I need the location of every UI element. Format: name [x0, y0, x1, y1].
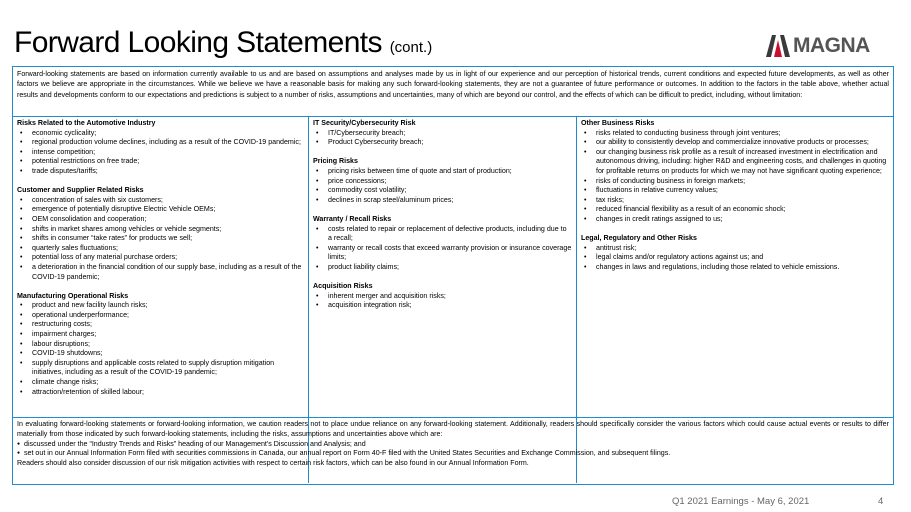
- magna-mark-icon: [766, 35, 790, 57]
- section-heading: Legal, Regulatory and Other Risks: [581, 234, 697, 243]
- list-item: • COVID-19 shutdowns;: [17, 349, 304, 359]
- list-item: ● discussed under the “Industry Trends and Risks” heading of our Management's Discussion and Analysis; and: [17, 440, 889, 450]
- page-number: 4: [878, 496, 884, 507]
- list-item: ● set out in our Annual Information Form filed with securities commissions in Canada, our annual report on Form 40-F filed with the United States Securities and Exchange Commission, and subsequent filings.: [17, 449, 889, 459]
- section-heading: Pricing Risks: [313, 157, 358, 166]
- section-heading: IT Security/Cybersecurity Risk: [313, 119, 416, 127]
- list-item: • shifts in market shares among vehicles or vehicle segments;: [17, 225, 304, 235]
- list-item: • concentration of sales with six customers;: [17, 196, 304, 206]
- list-item: • warranty or recall costs that exceed warranty provision or insurance coverage limits;: [313, 244, 572, 263]
- page-title: [14, 26, 432, 65]
- title-main: Forward Looking Statements: [14, 26, 382, 59]
- list-item: • acquisition integration risk;: [313, 301, 572, 311]
- list-item: • potential restrictions on free trade;: [17, 157, 304, 167]
- list-item: • product liability claims;: [313, 263, 572, 273]
- section-heading: Warranty / Recall Risks: [313, 214, 392, 223]
- section-heading: Customer and Supplier Related Risks: [17, 186, 144, 195]
- risk-section: [581, 234, 889, 272]
- list-item: • intense competition;: [17, 148, 304, 158]
- list-item: • Product Cybersecurity breach;: [313, 138, 572, 148]
- list-item: • climate change risks;: [17, 378, 304, 388]
- list-item: • price concessions;: [313, 177, 572, 187]
- section-heading: Manufacturing Operational Risks: [17, 291, 129, 300]
- list-item: • impairment charges;: [17, 330, 304, 340]
- section-heading: Acquisition Risks: [313, 282, 373, 291]
- list-item: • commodity cost volatility;: [313, 186, 572, 196]
- list-item: • changes in credit ratings assigned to us;: [581, 215, 889, 225]
- list-item: • trade disputes/tariffs;: [17, 167, 304, 177]
- list-item: • inherent merger and acquisition risks;: [313, 292, 572, 302]
- list-item: • our changing business risk profile as a result of increased investment in electrification and autonomous driving, including: higher R&D and engineering costs, and challenges in quoting for profitable returns on products for which we may not have significant quoting experience;: [581, 148, 889, 177]
- risk-section: [17, 186, 304, 282]
- risk-section: [313, 157, 572, 205]
- intro-paragraph: Forward-looking statements are based on information currently available to us and are based on assumptions and analyses made by us in light of our experience and our perception of historical trends, current conditions and expected future developments, as well as other factors we believe are appropriate in the circumstances. While we believe we have a reasonable basis for making any such forward-looking statements, they are not a guarantee of future performance or outcomes. In addition to the factors in the table above, whether actual results and developments conform to our expectations and predictions is subject to a number of risks, assumptions and uncertainties, many of which are beyond our control, and the effects of which can be difficult to predict, including, without limitation:: [13, 67, 893, 117]
- risk-section: [313, 215, 572, 273]
- list-item: • tax risks;: [581, 196, 889, 206]
- list-item: • restructuring costs;: [17, 320, 304, 330]
- risk-section: [313, 282, 572, 311]
- magna-logo: [766, 34, 890, 58]
- list-item: • changes in laws and regulations, including those related to vehicle emissions.: [581, 263, 889, 273]
- list-item: • shifts in consumer “take rates” for products we sell;: [17, 234, 304, 244]
- list-item: • attraction/retention of skilled labour;: [17, 388, 304, 398]
- statements-table: [12, 66, 894, 485]
- list-item: • fluctuations in relative currency values;: [581, 186, 889, 196]
- list-item: • costs related to repair or replacement of defective products, including due to a recall;: [313, 225, 572, 244]
- list-item: • pricing risks between time of quote and start of production;: [313, 167, 572, 177]
- list-item: • antitrust risk;: [581, 244, 889, 254]
- list-item: • legal claims and/or regulatory actions against us; and: [581, 253, 889, 263]
- logo-wordmark: MAGNA: [793, 34, 870, 57]
- section-heading: Other Business Risks: [581, 119, 655, 127]
- list-item: • IT/Cybersecurity breach;: [313, 129, 572, 139]
- list-item: • emergence of potentially disruptive Electric Vehicle OEMs;: [17, 205, 304, 215]
- risk-section: [313, 119, 572, 148]
- list-item: • economic cyclicality;: [17, 129, 304, 139]
- risk-section: [581, 119, 889, 225]
- list-item: • reduced financial flexibility as a result of an economic shock;: [581, 205, 889, 215]
- caution-footer: [13, 417, 893, 484]
- list-item: • supply disruptions and applicable costs related to supply disruption mitigation initiatives, including as a result of the COVID-19 pandemic;: [17, 359, 304, 378]
- list-item: • product and new facility launch risks;: [17, 301, 304, 311]
- list-item: • a deterioration in the financial condition of our supply base, including as a result of the COVID-19 pandemic;: [17, 263, 304, 282]
- list-item: • labour disruptions;: [17, 340, 304, 350]
- list-item: • potential loss of any material purchase orders;: [17, 253, 304, 263]
- caution-paragraph: In evaluating forward-looking statements or forward-looking information, we caution readers not to place undue reliance on any forward-looking statement. Additionally, readers should specifically consider the various factors which could cause actual events or results to differ materially from those indicated by such forward-looking statements, including the risks, assumptions and uncertainties above which are:: [17, 420, 889, 438]
- list-item: • our ability to consistently develop and commercialize innovative products or processes;: [581, 138, 889, 148]
- closing-paragraph: Readers should also consider discussion of our risk mitigation activities with respect to certain risk factors, which can be also found in our Annual Information Form.: [17, 459, 529, 468]
- list-item: • OEM consolidation and cooperation;: [17, 215, 304, 225]
- list-item: • risks of conducting business in foreign markets;: [581, 177, 889, 187]
- list-item: • quarterly sales fluctuations;: [17, 244, 304, 254]
- list-item: • regional production volume declines, including as a result of the COVID-19 pandemic;: [17, 138, 304, 148]
- section-heading: Risks Related to the Automotive Industry: [17, 119, 156, 127]
- risk-section: [17, 292, 304, 398]
- list-item: • operational underperformance;: [17, 311, 304, 321]
- risk-section: [17, 119, 304, 177]
- footer-date: Q1 2021 Earnings - May 6, 2021: [672, 496, 810, 507]
- list-item: • risks related to conducting business through joint ventures;: [581, 129, 889, 139]
- title-suffix: (cont.): [389, 39, 433, 56]
- list-item: • declines in scrap steel/aluminum prices;: [313, 196, 572, 206]
